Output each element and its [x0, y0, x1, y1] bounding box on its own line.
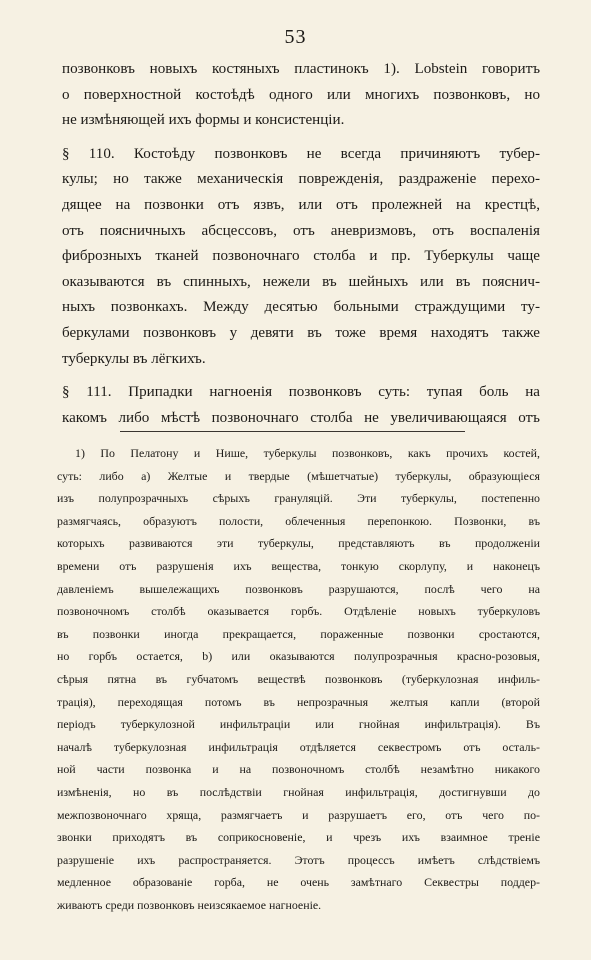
- main-line-2: о поверхностной костоѣдѣ одного или многихъ позвонковъ, но: [62, 86, 540, 103]
- footnote-line-13: періодъ туберкулозной инфильтраціи или гнойная инфильтрація). Въ: [57, 717, 540, 732]
- footnote-line-2: суть: либо а) Желтые и твердые (мѣшетчатые) туберкулы, образующіеся: [57, 468, 540, 483]
- footnote-line-10: но горбъ остается, b) или оказываются полупрозрачныя красно-розовыя,: [57, 649, 540, 664]
- footnote-line-16: измѣненія, но въ послѣдствіи гнойная инфильтрація, достигнувши до: [57, 784, 540, 799]
- footnote-line-7: давленіемъ вышележащихъ позвонковъ разрушаются, послѣ чего на: [57, 581, 540, 596]
- footnote-line-5: которыхъ развиваются эти туберкулы, представляютъ въ продолженіи: [57, 536, 540, 551]
- footnote-line-20: медленное образованіе горба, не очень замѣтнаго Секвестры поддер-: [57, 875, 540, 890]
- section-111-line-2: какомъ либо мѣстѣ позвоночнаго столба не увеличивающаяся отъ: [62, 409, 540, 426]
- footnote-line-21: живаютъ среди позвонковъ неизсякаемое нагноеніе.: [57, 897, 322, 912]
- footnote-line-3: изъ полупрозрачныхъ сѣрыхъ грануляцій. Эти туберкулы, постепенно: [57, 491, 540, 506]
- main-line-1: позвонковъ новыхъ костяныхъ пластинокъ 1). Lobstein говоритъ: [62, 61, 540, 77]
- footnote-line-4: размягчаясь, образуютъ полости, облеченныя перепонкою. Позвонки, въ: [57, 513, 540, 528]
- footnote-line-12: трація), переходящая потомъ въ непрозрачныя желтыя капли (второй: [57, 694, 540, 709]
- footnote-divider: [120, 431, 465, 432]
- section-110-line-7: ныхъ позвонкахъ. Между десятью больными страждущими ту-: [62, 299, 540, 316]
- footnote-line-18: звонки приходятъ въ соприкосновеніе, и чрезъ ихъ взаимное треніе: [57, 830, 540, 845]
- footnote-line-8: позвоночномъ столбѣ оказывается горбъ. Отдѣленіе новыхъ туберкуловъ: [57, 604, 540, 619]
- section-110-line-6: оказываются въ спинныхъ, нежели въ шейныхъ или въ пояснич-: [62, 273, 540, 290]
- footnote-line-14: началѣ туберкулозная инфильтрація отдѣляется секвестромъ отъ осталь-: [57, 739, 540, 754]
- section-110-line-5: фиброзныхъ тканей позвоночнаго столба и пр. Туберкулы чаще: [62, 248, 540, 265]
- footnote-line-17: межпозвоночнаго хряща, размягчаетъ и разрушаетъ его, отъ чего по-: [57, 807, 540, 822]
- section-111-line-1: § 111. Припадки нагноенія позвонковъ суть: тупая боль на: [62, 384, 540, 401]
- footnote-line-9: въ позвонки иногда прекращается, пораженные позвонки сростаются,: [57, 626, 540, 641]
- main-text: [62, 57, 540, 431]
- paragraph-gap: [62, 134, 540, 142]
- section-110-line-1: § 110. Костоѣду позвонковъ не всегда причиняютъ тубер-: [62, 145, 540, 162]
- footnote-line-15: ной части позвонка и на позвоночномъ столбѣ незамѣтно никакого: [57, 762, 540, 777]
- page-number: 53: [284, 26, 307, 48]
- footnote-line-11: сѣрыя пятна въ губчатомъ веществѣ позвонковъ (туберкулозная инфиль-: [57, 671, 540, 686]
- section-110-line-2: кулы; но также механическія поврежденія, раздраженіе перехо-: [62, 171, 540, 188]
- paragraph-gap: [62, 372, 540, 380]
- footnote-line-1: 1) По Пелатону и Нише, туберкулы позвонковъ, какъ прочихъ костей,: [75, 446, 540, 460]
- footnote-line-6: времени отъ разрушенія ихъ вещества, тонкую скорлупу, и наконецъ: [57, 558, 540, 573]
- section-110-line-4: отъ поясничныхъ абсцессовъ, отъ аневризмовъ, отъ воспаленія: [62, 222, 540, 239]
- section-110-line-8: беркулами позвонковъ у девяти въ тоже время находятъ также: [62, 324, 540, 341]
- section-110-line-9: туберкулы въ лёгкихъ.: [62, 350, 206, 367]
- section-110-line-3: дящее на позвонки отъ язвъ, или отъ пролежней на крестцѣ,: [62, 196, 540, 213]
- footnote: [57, 442, 540, 916]
- footnote-line-19: разрушеніе ихъ распространяется. Этотъ процессъ имѣетъ слѣдствіемъ: [57, 852, 540, 867]
- main-line-3: не измѣняющей ихъ формы и консистенціи.: [62, 112, 345, 129]
